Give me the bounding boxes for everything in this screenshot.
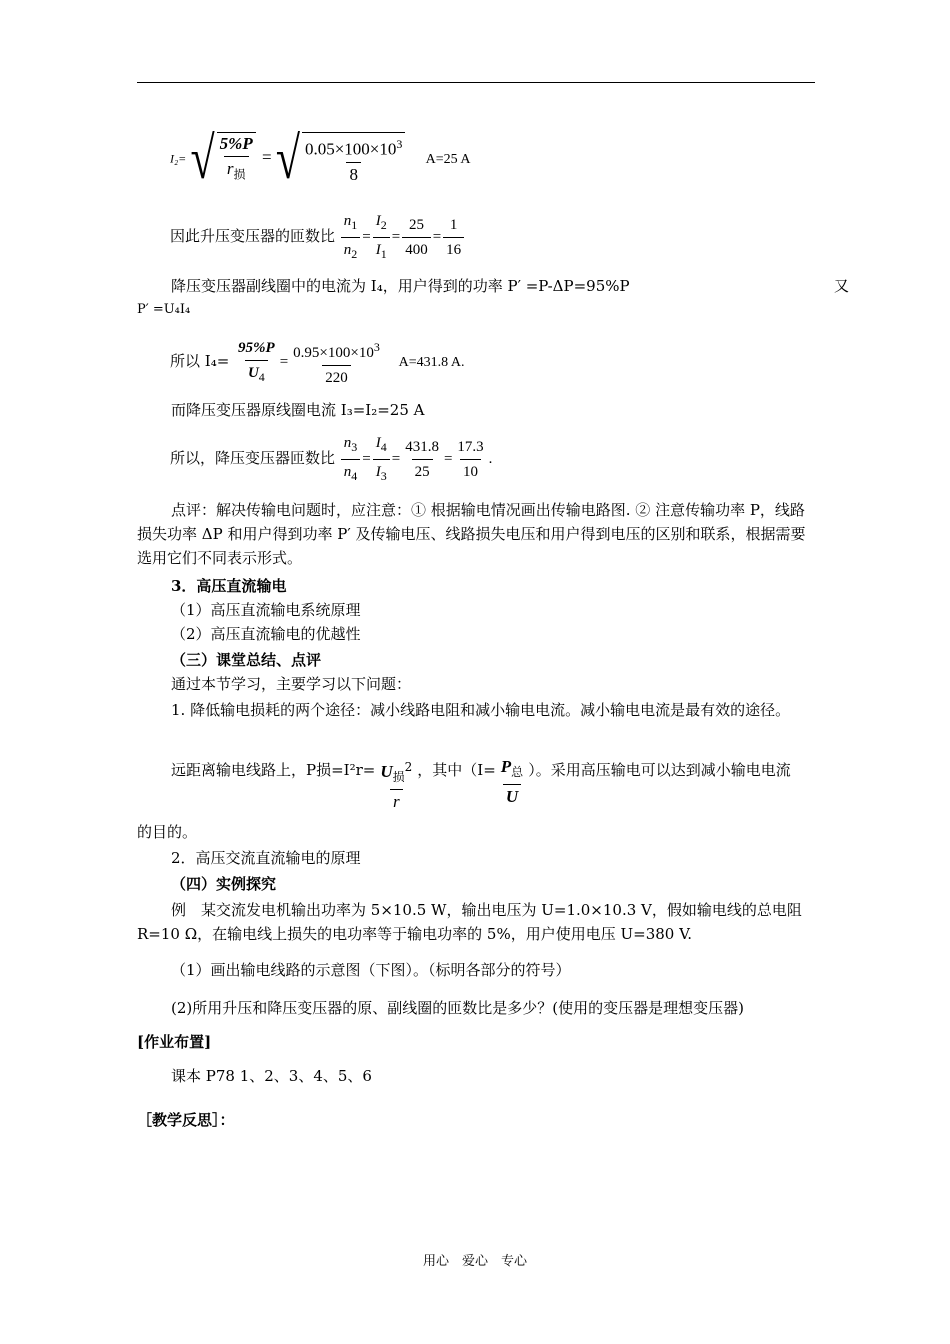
paragraph-line-end: 又 bbox=[833, 277, 849, 295]
equation-result: A=431.8 A. bbox=[398, 354, 465, 370]
symbol-n: n bbox=[343, 242, 352, 258]
section-3-item-1: （1）高压直流输电系统原理 bbox=[171, 601, 361, 619]
equation-label: 因此升压变压器的匝数比 bbox=[170, 226, 336, 245]
example-text: 例 某交流发电机输出功率为 5×10.5 W，输出电压为 U=1.0×10.3 V，假如输电线的总电阻 R=10 Ω，在输电线上损失的电功率等于输电功率的 5%，用户使用电压 U=380 V. bbox=[137, 901, 802, 943]
line-i3: 而降压变压器原线圈电流 I₃=I₂=25 A bbox=[171, 401, 425, 419]
formula-suffix: ）。采用高压输电可以达到减小输电电流 bbox=[528, 761, 791, 779]
fraction-numerator: P bbox=[500, 757, 512, 776]
fraction-numerator: 17.3 bbox=[457, 439, 484, 455]
equation-i4: 所以 I₄= $\frac{95\%P}{U_4}$ = $\frac{0.95\times 100\times 10^3}{220}$ A=431.8 A. bbox=[170, 336, 464, 389]
homework-text: 课本 P78 1、2、3、4、5、6 bbox=[171, 1067, 372, 1085]
fraction-numerator: 95%P bbox=[238, 340, 275, 356]
equation-step-up-ratio: 因此升压变压器的匝数比 $\frac{n_1}{n_2}$ = $\frac{I_2}{I_1}$ = $\frac{25}{400}$ = $\frac{1}{16}$ bbox=[170, 210, 466, 265]
page-footer: 用心 爱心 专心 bbox=[422, 1254, 527, 1269]
subscript: 4 bbox=[351, 469, 358, 483]
symbol-n: n bbox=[343, 464, 352, 480]
fraction-numerator: U bbox=[380, 762, 393, 781]
paragraph-line: 降压变压器副线圈中的电流为 I₄，用户得到的功率 P′ =P-ΔP=95%P bbox=[171, 277, 630, 295]
header-rule bbox=[137, 82, 815, 83]
equation-result: A=25 A bbox=[425, 151, 471, 167]
paragraph-line-2: P′ =U₄I₄ bbox=[137, 302, 191, 317]
paragraph-down-current bbox=[137, 274, 849, 298]
example-question-1: （1）画出输电线路的示意图（下图）。（标明各部分的符号） bbox=[171, 961, 571, 979]
symbol-i: I bbox=[375, 464, 381, 480]
equation-lhs: I₂= bbox=[170, 151, 187, 166]
fraction-denominator: 25 bbox=[412, 459, 433, 483]
equation-i2 bbox=[170, 125, 471, 192]
fraction-denominator: 10 bbox=[460, 459, 481, 483]
superscript: 2 bbox=[404, 760, 413, 774]
superscript: 3 bbox=[396, 137, 403, 151]
formula-mid: ，其中（I= bbox=[417, 761, 496, 779]
radical-icon: √ bbox=[275, 125, 300, 192]
subscript: 4 bbox=[258, 370, 265, 384]
symbol-n: n bbox=[343, 213, 352, 229]
subscript: 损 bbox=[392, 770, 405, 784]
subscript: 1 bbox=[351, 218, 358, 232]
subscript: 3 bbox=[351, 440, 358, 454]
sqrt-expression-1 bbox=[190, 125, 258, 192]
fraction-denominator: r bbox=[226, 159, 234, 179]
summary-formula-line bbox=[137, 756, 849, 813]
section-3-title: 3．高压直流输电 bbox=[171, 577, 287, 595]
summary-item-2: 2．高压交流直流输电的原理 bbox=[171, 849, 361, 867]
subscript: 2 bbox=[380, 218, 387, 232]
subscript: 2 bbox=[351, 247, 358, 261]
sqrt-expression-2 bbox=[275, 125, 408, 192]
fraction-numerator: 5%P bbox=[219, 134, 253, 154]
section-3-item-2: （2）高压直流输电的优越性 bbox=[171, 625, 361, 643]
equation-step-down-ratio: 所以，降压变压器匝数比 $\frac{n_3}{n_4}$ = $\frac{I_4}{I_3}$ = $\frac{431.8}{25}$ = $\frac{17.3}{10}$ . bbox=[170, 432, 492, 487]
fraction-numerator: 1 bbox=[449, 217, 458, 233]
symbol-i: I bbox=[375, 242, 381, 258]
equation-label: 所以 I₄= bbox=[170, 351, 230, 370]
fraction-denominator: 220 bbox=[322, 365, 351, 389]
example-question-2: (2)所用升压和降压变压器的原、副线圈的匝数比是多少？(使用的变压器是理想变压器) bbox=[171, 999, 744, 1017]
fraction-denominator: U bbox=[247, 365, 259, 381]
fraction-denominator: r bbox=[390, 789, 403, 813]
summary-intro: 通过本节学习，主要学习以下问题： bbox=[171, 675, 412, 693]
fraction-numerator: 25 bbox=[408, 217, 424, 233]
comment-paragraph: 点评：解决传输电问题时，应注意：① 根据输电情况画出传输电路图. ② 注意传输功率 P，线路损失功率 ΔP 和用户得到功率 P′ 及传输电压、线路损失电压和用户得到电压的区别和联系，根据需要选用它们不同表示形式。 bbox=[137, 501, 806, 567]
fraction-numerator: 0.95×100×10 bbox=[293, 345, 374, 361]
fraction-denominator: 8 bbox=[346, 162, 361, 186]
homework-title: [作业布置] bbox=[137, 1033, 212, 1051]
symbol-i: I bbox=[375, 435, 381, 451]
summary-title: （三）课堂总结、点评 bbox=[171, 651, 322, 669]
summary-item-1: 1. 降低输电损耗的两个途径：减小线路电阻和减小输电电流。减小输电电流是最有效的途径。 bbox=[171, 701, 791, 719]
subscript: 4 bbox=[380, 440, 387, 454]
symbol-i: I bbox=[375, 213, 381, 229]
subscript: 1 bbox=[380, 247, 387, 261]
formula-prefix: 远距离输电线路上，P损=I²r= bbox=[171, 761, 376, 779]
radical-icon: √ bbox=[190, 125, 215, 192]
symbol-n: n bbox=[343, 435, 352, 451]
equals-sign: = bbox=[261, 147, 272, 167]
subscript: 总 bbox=[511, 765, 524, 779]
superscript: 3 bbox=[373, 340, 380, 354]
subscript: 损 bbox=[233, 167, 246, 182]
fraction-denominator: U bbox=[503, 784, 521, 808]
fraction-denominator: 16 bbox=[443, 237, 464, 261]
reflection-title: ［教学反思］： bbox=[137, 1111, 235, 1129]
fraction-numerator: 431.8 bbox=[405, 439, 439, 455]
example-title: （四）实例探究 bbox=[171, 875, 277, 893]
subscript: 3 bbox=[380, 469, 387, 483]
fraction-denominator: 400 bbox=[402, 237, 431, 261]
equation-end: . bbox=[488, 450, 493, 467]
summary-tail: 的目的。 bbox=[137, 823, 198, 841]
equation-label: 所以，降压变压器匝数比 bbox=[170, 448, 336, 467]
fraction-numerator: 0.05×100×10 bbox=[304, 139, 397, 159]
